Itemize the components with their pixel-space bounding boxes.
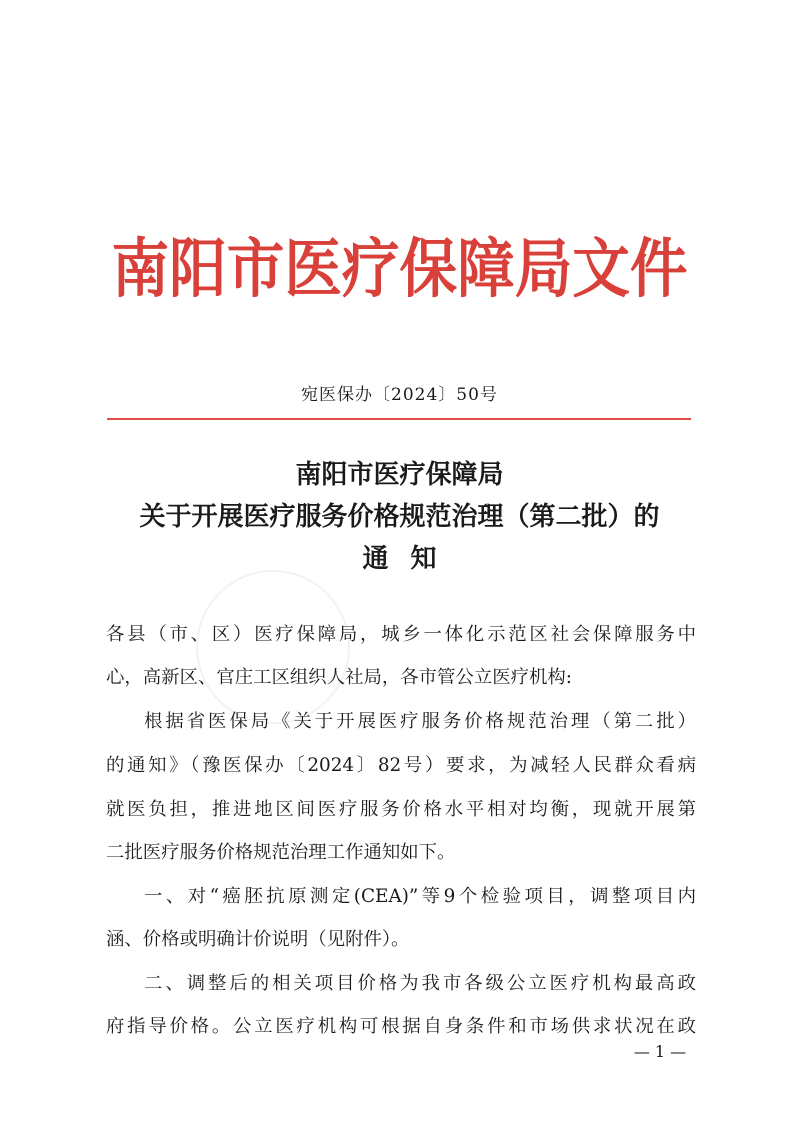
body-text-line: 府指导价格。公立医疗机构可根据自身条件和市场供求状况在政: [106, 1016, 696, 1037]
notice-title-line-3: 通知: [362, 544, 459, 574]
body-text-line: 二批医疗服务价格规范治理工作通知如下。: [106, 842, 456, 863]
document-number: 宛医保办〔2024〕50号: [301, 385, 498, 405]
body-text-line: 根据省医保局《关于开展医疗服务价格规范治理（第二批）: [144, 711, 696, 732]
red-divider-line: [107, 418, 691, 420]
body-text-line: 心，高新区、官庄工区组织人社局，各市管公立医疗机构:: [106, 667, 572, 688]
body-text-line: 就医负担，推进地区间医疗服务价格水平相对均衡，现就开展第: [106, 799, 696, 820]
issuer-title: 南阳市医疗保障局文件: [111, 232, 688, 307]
page-number: — 1 —: [633, 1042, 687, 1061]
notice-title-line-2: 关于开展医疗服务价格规范治理（第二批）的: [139, 502, 660, 532]
body-text-line: 的通知》（豫医保办〔2024〕82号）要求，为减轻人民群众看病: [106, 755, 696, 776]
body-text-line: 一、对“癌胚抗原测定(CEA)”等9个检验项目，调整项目内: [144, 886, 696, 907]
body-text-line: 各县（市、区）医疗保障局，城乡一体化示范区社会保障服务中: [106, 624, 696, 645]
body-text-line: 涵、价格或明确计价说明（见附件）。: [106, 929, 410, 950]
notice-title-line-1: 南阳市医疗保障局: [295, 460, 504, 490]
body-text-line: 二、调整后的相关项目价格为我市各级公立医疗机构最高政: [144, 973, 696, 994]
